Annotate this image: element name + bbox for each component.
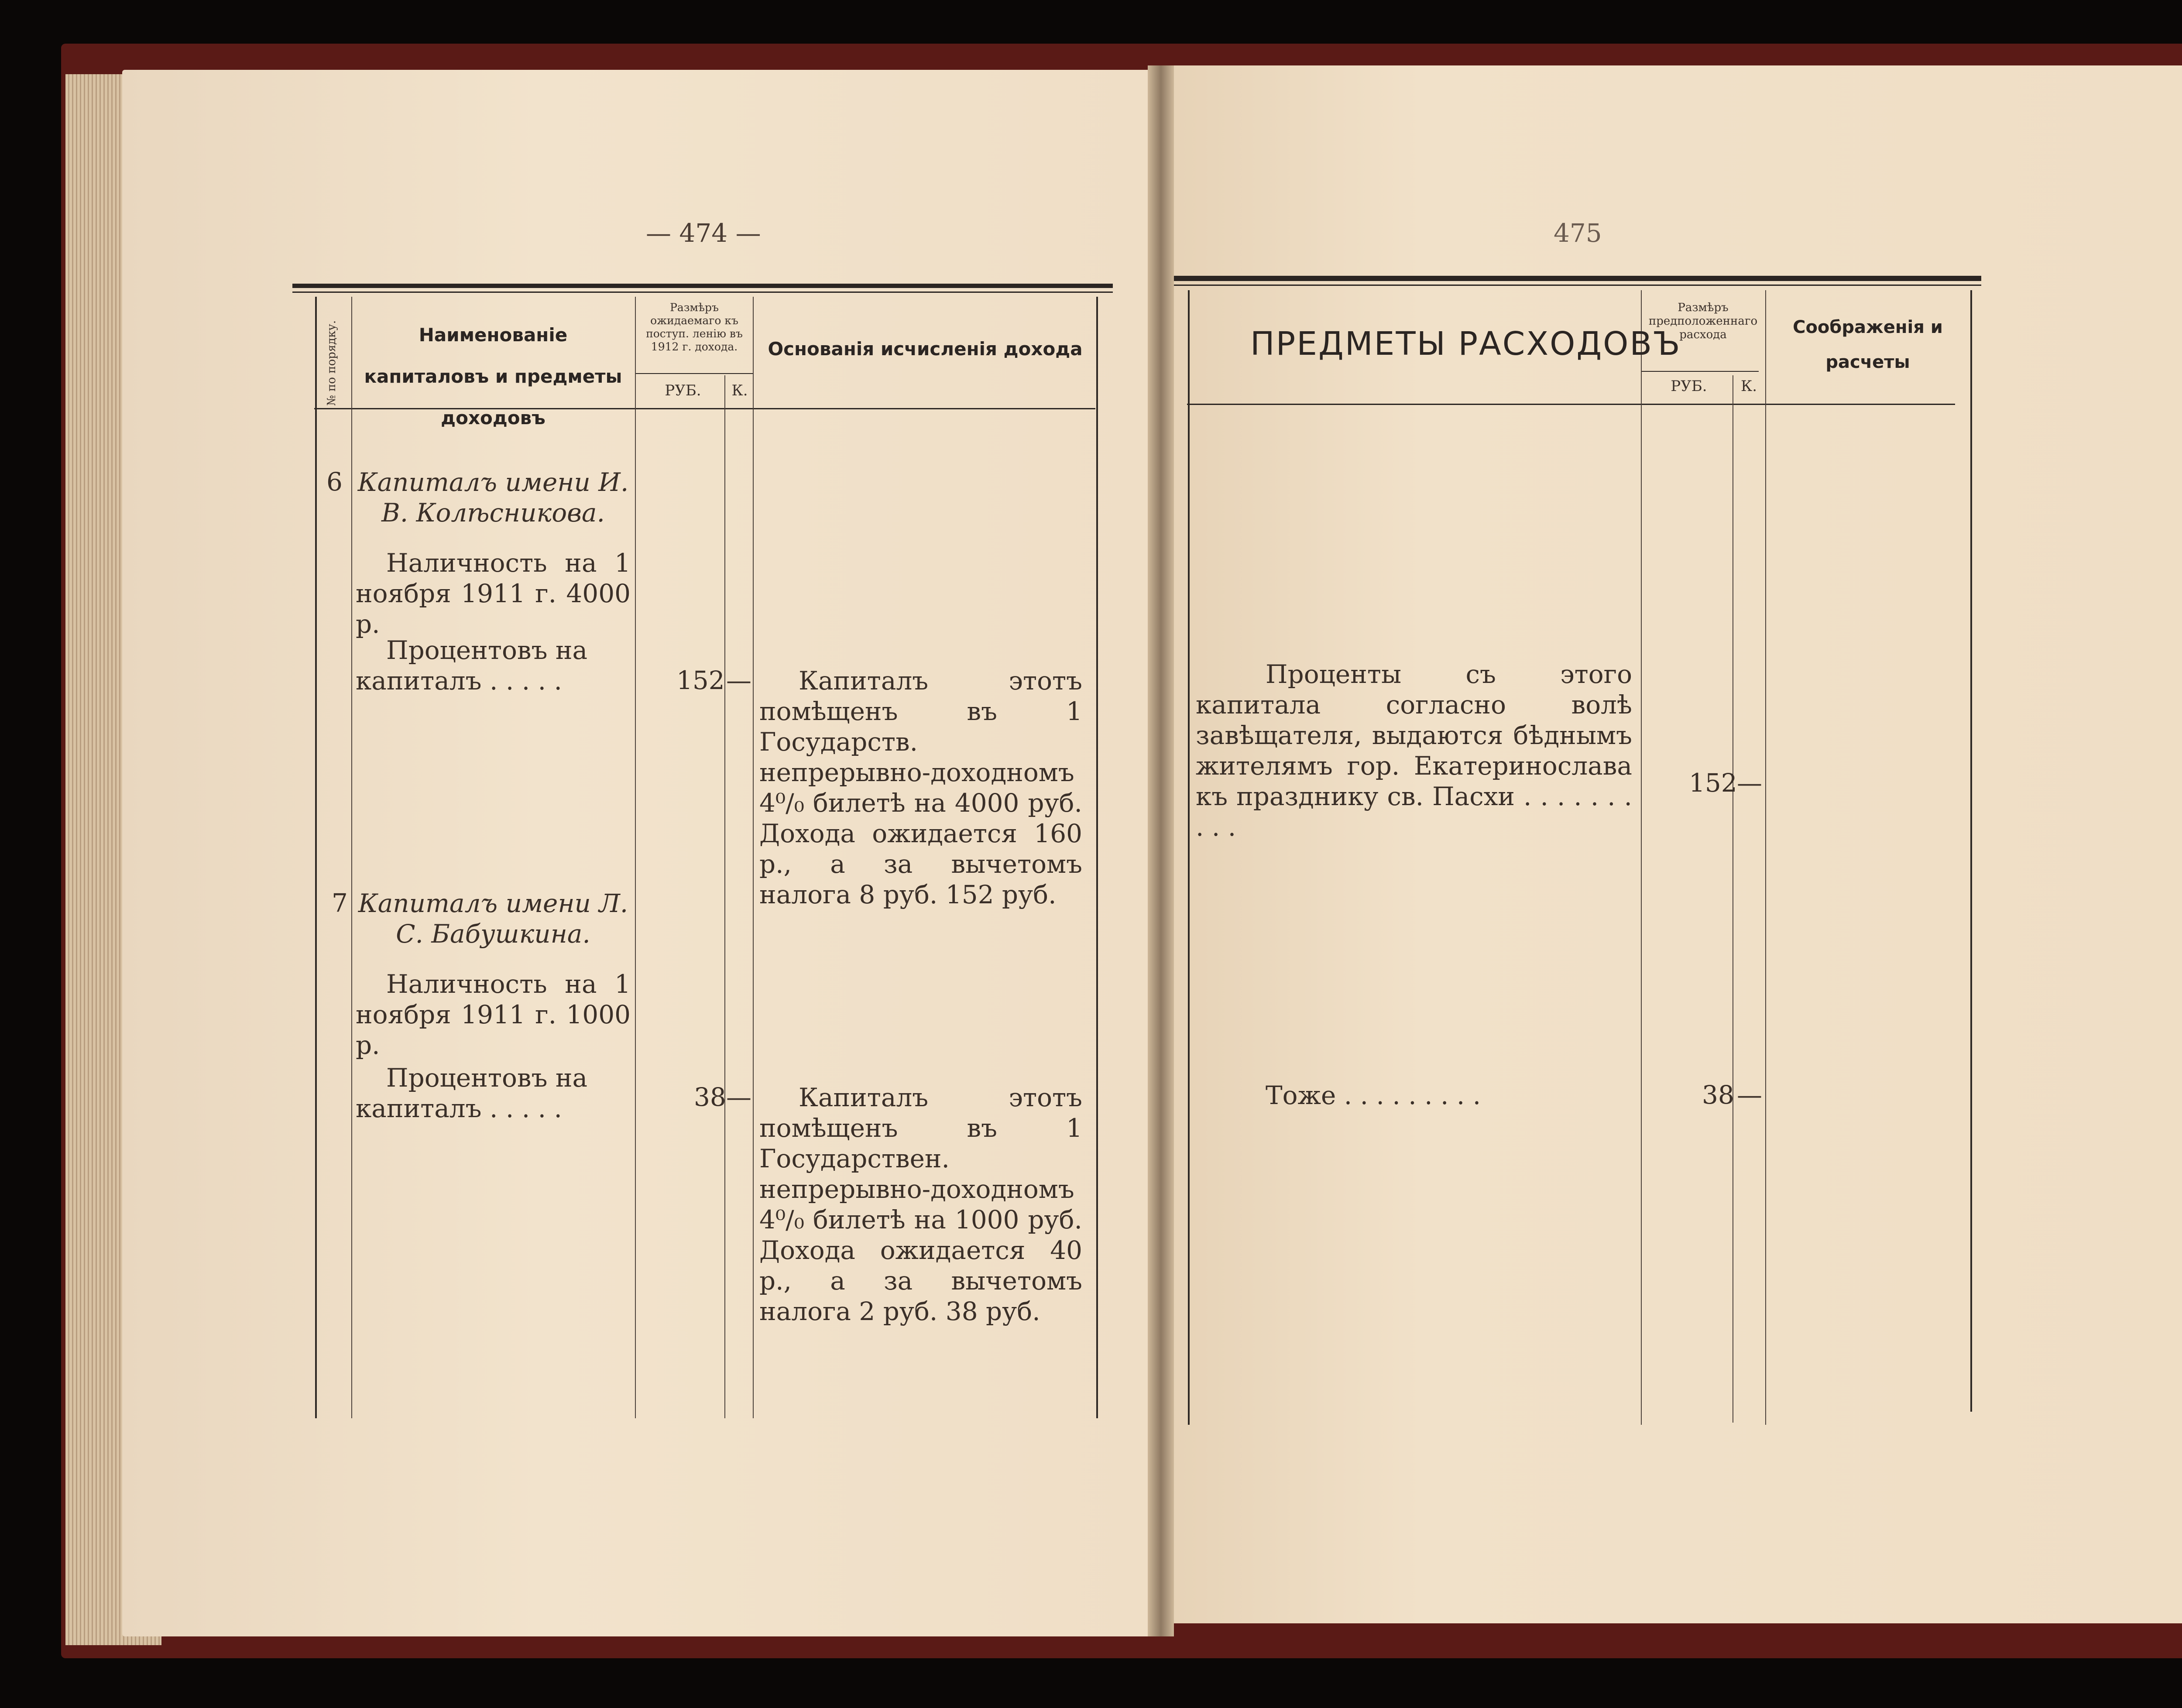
left-col-line-3 (635, 297, 636, 1418)
header-rub: РУБ. (665, 382, 701, 399)
header-basis: Основанія исчисленія дохода (768, 338, 1083, 360)
expense-entry-rub: 152 (1689, 768, 1737, 798)
header-rub: РУБ. (1671, 377, 1707, 395)
right-col-line-4 (1765, 290, 1766, 1425)
entry-rub: 38 (694, 1082, 726, 1112)
header-kop: К. (1740, 377, 1757, 395)
right-page-number: 475 (1554, 218, 1602, 248)
expense-entry-rub: 38 (1702, 1080, 1734, 1110)
header-expected-income: Размѣръ ожидаемаго къ поступ. ленію въ 1912 г. дохода. (646, 301, 743, 353)
entry-kop: — (726, 665, 751, 695)
entry-basis: Капиталъ этотъ помѣщенъ въ 1 Государствен. непрерывно-доходномъ 4⁰/₀ билетѣ на 1000 руб. Дохода ожидается 40 р., а за вычетомъ налога 2 руб. 38 руб. (759, 1083, 1082, 1326)
expense-entry-text: Тоже . . . . . . . . . (1266, 1080, 1481, 1110)
header-kop: К. (731, 382, 748, 399)
header-notes: Соображенія и расчеты (1793, 317, 1943, 372)
header-capital-name: Наименованіе капиталовъ и предметы доходовъ (364, 324, 622, 429)
left-col-line-5 (753, 297, 754, 1418)
right-page (1161, 65, 2182, 1623)
left-col-line-1 (315, 297, 317, 1418)
left-top-rule-thin (292, 292, 1113, 293)
left-col-line-2 (351, 297, 352, 1418)
entry-number: 7 (332, 888, 348, 918)
header-planned-expense: Размѣръ предположеннаго расхода (1648, 301, 1758, 342)
entry-title: Капиталъ имени Л. С. Бабушкина. (358, 888, 628, 949)
entry-basis: Капиталъ этотъ помѣщенъ въ 1 Государств. непрерывно-доходномъ 4⁰/₀ билетѣ на 4000 руб. Дохода ожидается 160 р., а за вычетомъ налога 8 руб. 152 руб. (759, 666, 1082, 909)
right-top-rule-thin (1174, 285, 1981, 286)
entry-interest-label: Процентовъ на капиталъ . . . . . (356, 1063, 588, 1123)
left-top-rule (292, 284, 1113, 288)
right-col-line-5 (1970, 290, 1972, 1412)
right-rubk-divider (1641, 371, 1759, 372)
expense-entry-text: Проценты съ этого капитала согласно волѣ завѣщателя, выдаются бѣднымъ жителямъ гор. Екатеринослава къ празднику св. Пасхи . . . . . . . . . . (1196, 659, 1632, 842)
entry-rub: 152 (676, 665, 725, 695)
header-expenses-title: ПРЕДМЕТЫ РАСХОДОВЪ (1250, 325, 1681, 363)
left-rubk-divider (635, 373, 753, 374)
expense-entry-kop: — (1737, 1080, 1762, 1110)
right-col-line-2 (1641, 290, 1642, 1425)
book-gutter (1148, 65, 1174, 1636)
right-header-underline (1187, 404, 1955, 405)
left-col-line-6 (1096, 297, 1098, 1418)
entry-kop: — (726, 1082, 751, 1112)
expense-entry-kop: — (1737, 768, 1762, 798)
header-order-no: № по порядку. (325, 320, 338, 406)
entry-title: Капиталъ имени И. В. Колѣсникова. (357, 467, 629, 528)
entry-balance: Наличность на 1 ноября 1911 г. 4000 р. (356, 548, 631, 639)
right-col-line-1 (1188, 290, 1190, 1425)
left-col-line-4 (724, 375, 725, 1418)
entry-interest-label: Процентовъ на капиталъ . . . . . (356, 635, 588, 696)
left-page-number: — 474 — (646, 218, 761, 248)
entry-balance: Наличность на 1 ноября 1911 г. 1000 р. (356, 969, 631, 1060)
entry-number: 6 (326, 467, 343, 497)
right-top-rule (1174, 276, 1981, 281)
